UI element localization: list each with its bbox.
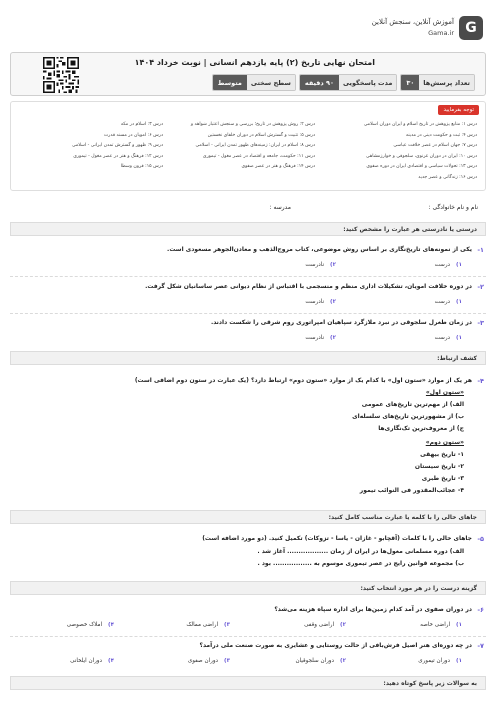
question-6 bbox=[10, 605, 486, 633]
lesson-item: درس ۴: ثبت و حکومت دینی در مدینه bbox=[405, 132, 477, 138]
option-false[interactable]: ۲)نادرست bbox=[305, 299, 336, 305]
blank-sentence: ب) مجموعه قوانین رایج در عصر تیموری موسوم به ................. بود . bbox=[257, 560, 464, 567]
question-text: در چه دوره‌ای هنر اصیل فرش‌بافی از حالت روستایی و عشایری به صورت صنعت ملی درآمد؟ bbox=[199, 642, 472, 649]
lesson-item: درس ۱۴: فرهنگ و هنر در عصر صفوی bbox=[241, 164, 315, 170]
lesson-item: درس ۷: جهان اسلام در عصر خلافت عباسی bbox=[393, 143, 477, 149]
question-number: ۲- bbox=[477, 283, 484, 291]
lesson-item: درس ۱۶: زندگانی و عصر جدید bbox=[418, 174, 477, 180]
column-2-item: ۳- تاریخ طبری bbox=[421, 475, 464, 482]
chip-difficulty: سطح سختی متوسط bbox=[212, 74, 296, 91]
chip-question-count: تعداد پرسش‌ها ۳۰ bbox=[400, 74, 475, 91]
question-text: در زمان طغرل سلجوقی در نبرد ملازگرد سپاهیان امپراتوری روم شرقی را شکست دادند. bbox=[210, 319, 472, 326]
lesson-item: درس ۸: اسلام در ایران: زمینه‌های ظهور تمدن ایرانی - اسلامی bbox=[195, 143, 315, 149]
column-2-item: ۱- تاریخ بیهقی bbox=[420, 451, 464, 458]
column-2-item: ۴- عجائب‌المقدور فی النوائب تیمور bbox=[359, 487, 464, 494]
lesson-item: درس ۹: ظهور و گسترش تمدن ایرانی - اسلامی bbox=[72, 143, 163, 149]
option-1[interactable]: ۱)اراضی خاصه bbox=[420, 622, 462, 628]
section-fill-blank: جاهای خالی را با کلمه یا عبارت مناسب کامل کنید: bbox=[10, 510, 486, 524]
column-2-title: «ستون دوم» bbox=[425, 439, 464, 446]
notice-box bbox=[10, 101, 486, 191]
exam-header bbox=[10, 52, 486, 96]
divider bbox=[10, 276, 486, 277]
column-1-item: ج) از معروف‌ترین تک‌نگاری‌ها bbox=[378, 425, 464, 432]
question-text: جاهای خالی را با کلمات (آقچابو - غازان - یاسا - تزوکات) تکمیل کنید. (دو مورد اضافه است) bbox=[202, 535, 472, 542]
divider bbox=[10, 313, 486, 314]
student-info-line bbox=[10, 203, 486, 217]
brand-url: Gama.ir bbox=[428, 29, 454, 37]
option-false[interactable]: ۲)نادرست bbox=[305, 262, 336, 268]
lesson-item: درس ۱۰: ایران در دوران غزنوی، سلجوقی و خوارزمشاهی bbox=[366, 153, 477, 159]
school-label: مدرسه : bbox=[269, 204, 291, 211]
question-number: ۱- bbox=[477, 246, 484, 254]
divider bbox=[10, 636, 486, 637]
blank-sentence: الف) دوره مسلمانی مغول‌ها در ایران از زمان .................. آغاز شد . bbox=[257, 548, 464, 555]
notice-badge: توجه بفرمایید bbox=[438, 105, 479, 115]
question-number: ۷- bbox=[477, 642, 484, 650]
gama-logo: G bbox=[459, 16, 483, 40]
option-3[interactable]: ۳)اراضی ممالک bbox=[186, 622, 230, 628]
brand-header bbox=[10, 14, 486, 42]
lesson-list bbox=[19, 120, 477, 184]
section-matching: کشف ارتباط: bbox=[10, 351, 486, 365]
question-number: ۴- bbox=[477, 377, 484, 385]
exam-info-chips bbox=[212, 74, 475, 91]
option-2[interactable]: ۲)اراضی وقفی bbox=[304, 622, 346, 628]
lesson-item: درس ۲: روش پژوهش در تاریخ؛ بررسی و سنجش اعتبار شواهد و bbox=[190, 122, 315, 127]
column-1-item: الف) از مهم‌ترین تاریخ‌های عمومی bbox=[361, 401, 464, 408]
option-4[interactable]: ۴)املاک خصوصی bbox=[66, 622, 114, 628]
section-short-answer: به سوالات زیر پاسخ کوتاه دهید: bbox=[10, 676, 486, 690]
question-4 bbox=[10, 376, 486, 508]
lesson-item: درس ۶: امویان در مسند قدرت bbox=[103, 132, 163, 138]
question-3 bbox=[10, 318, 486, 346]
lesson-item: درس ۱: منابع پژوهش در تاریخ اسلام و ایران دوران اسلامی bbox=[363, 122, 477, 127]
lesson-item: درس ۱۳: تحولات سیاسی و اقتصادی ایران در دوره صفوی bbox=[366, 164, 477, 170]
brand-name: آموزش آنلاین، سنجش آنلاین bbox=[371, 18, 454, 26]
option-2[interactable]: ۲)دوران سلجوقیان bbox=[295, 658, 346, 664]
option-true[interactable]: ۱)درست bbox=[434, 335, 462, 341]
lesson-item: درس ۱۱: حکومت، جامعه و اقتصاد در عصر مغول - تیموری bbox=[202, 153, 315, 159]
question-1 bbox=[10, 245, 486, 273]
question-text: هر یک از موارد «ستون اول» با کدام یک از موارد «ستون دوم» ارتباط دارد؟ (یک عبارت در ستون دوم اضافی است) bbox=[134, 377, 472, 384]
question-text: یکی از نمونه‌های تاریخ‌نگاری بر اساس روش موضوعی، کتاب مروج‌الذهب و معادن‌الجوهر مسعودی است. bbox=[167, 246, 472, 253]
question-text: در دوران صفوی در آمد کدام زمین‌ها برای اداره سپاه هزینه می‌شد؟ bbox=[274, 606, 472, 613]
exam-title: امتحان نهایی تاریخ (۲) پایه یازدهم انسانی | نوبت خرداد ۱۴۰۴ bbox=[134, 58, 375, 67]
section-multiple-choice: گزینه درست را در هر مورد انتخاب کنید: bbox=[10, 581, 486, 595]
qr-code bbox=[43, 57, 79, 93]
lesson-column bbox=[315, 120, 477, 184]
question-number: ۳- bbox=[477, 319, 484, 327]
question-number: ۵- bbox=[477, 535, 484, 543]
lesson-item: درس ۱۵: قرون وسطا bbox=[120, 164, 163, 170]
question-2 bbox=[10, 282, 486, 310]
option-true[interactable]: ۱)درست bbox=[434, 299, 462, 305]
column-2-item: ۲- تاریخ سیستان bbox=[414, 463, 464, 470]
chip-duration: مدت پاسخگویی ۹۰ دقیقه bbox=[299, 74, 397, 91]
student-name-label: نام و نام خانوادگی : bbox=[428, 204, 478, 211]
lesson-column bbox=[163, 120, 315, 184]
lesson-item: درس ۱۲: فرهنگ و هنر در عصر مغول - تیموری bbox=[73, 153, 163, 159]
option-false[interactable]: ۲)نادرست bbox=[305, 335, 336, 341]
lesson-item: درس ۵: تثبیت و گسترش اسلام در دوران خلفای نخستین bbox=[207, 132, 315, 138]
section-true-false: درستی یا نادرستی هر عبارت را مشخص کنید: bbox=[10, 222, 486, 236]
option-true[interactable]: ۱)درست bbox=[434, 262, 462, 268]
option-4[interactable]: ۴)دوران ایلخانی bbox=[70, 658, 114, 664]
question-text: در دوره خلافت امویان، تشکیلات اداری منظم و منسجمی با اقتباس از نظام دیوانی عصر ساسانیان شکل گرفت. bbox=[145, 283, 472, 290]
column-1-title: «ستون اول» bbox=[425, 389, 464, 396]
column-1-item: ب) از مشهورترین تاریخ‌های سلسله‌ای bbox=[352, 413, 464, 420]
lesson-column bbox=[23, 120, 163, 184]
option-3[interactable]: ۳)دوران صفوی bbox=[187, 658, 230, 664]
question-7 bbox=[10, 641, 486, 669]
question-5 bbox=[10, 534, 486, 576]
question-number: ۶- bbox=[477, 606, 484, 614]
option-1[interactable]: ۱)دوران تیموری bbox=[418, 658, 462, 664]
lesson-item: درس ۳: اسلام در مکه bbox=[120, 122, 163, 127]
